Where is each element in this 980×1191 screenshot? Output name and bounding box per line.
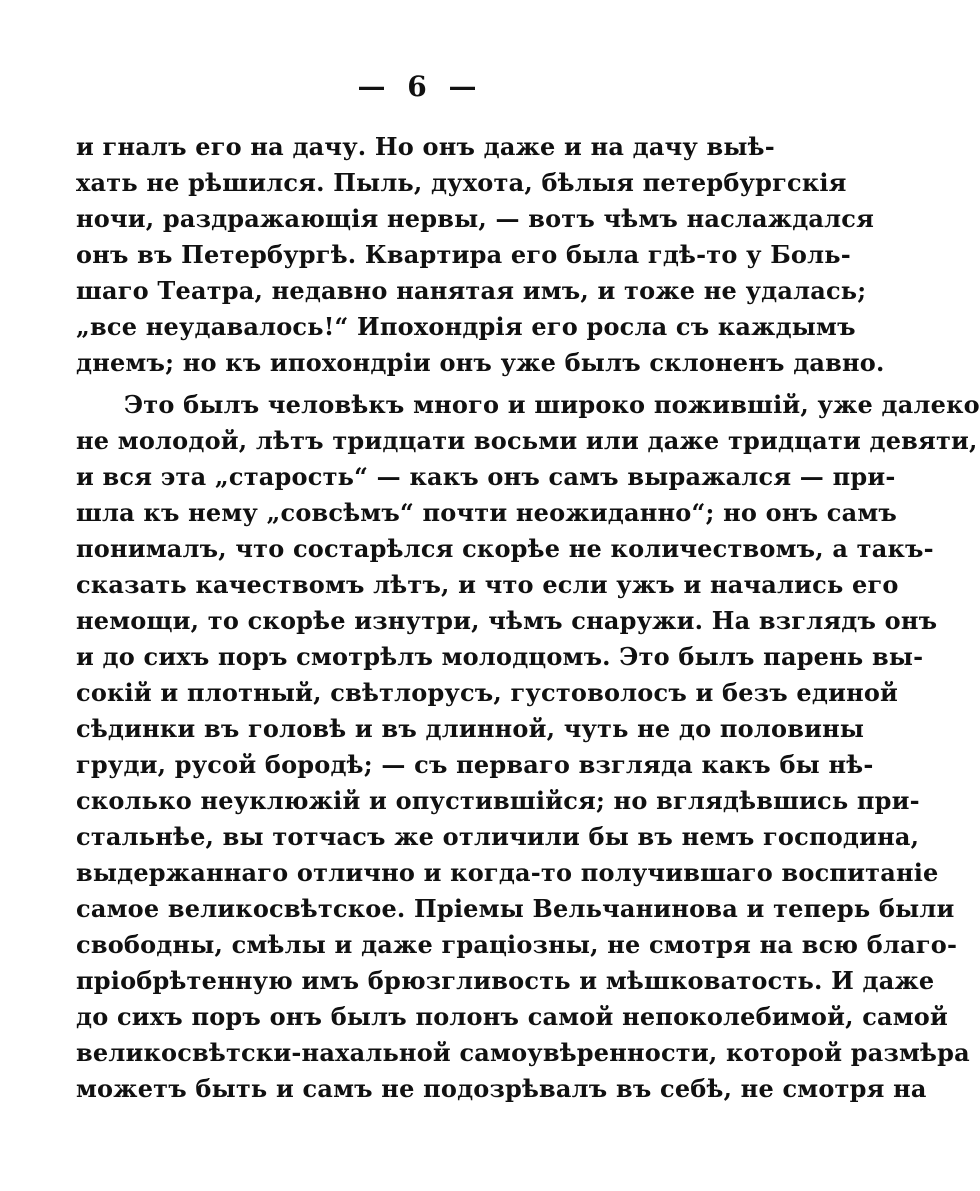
text-line: понималъ, что состарѣлся скорѣе не количествомъ, а такъ-	[76, 534, 934, 563]
text-line: Это былъ человѣкъ много и широко пожившій, уже далеко	[124, 390, 980, 419]
text-line: пріобрѣтенную имъ брюзгливость и мѣшковатость. И даже	[76, 966, 935, 995]
text-line: груди, русой бородѣ; — съ перваго взгляда какъ бы нѣ-	[76, 750, 874, 779]
text-line: хать не рѣшился. Пыль, духота, бѣлыя петербургскія	[76, 168, 847, 197]
text-line: „все неудавалось!“ Ипохондрія его росла съ каждымъ	[76, 312, 856, 341]
text-line: ночи, раздражающія нервы, — вотъ чѣмъ наслаждался	[76, 204, 875, 233]
text-line: сколько неуклюжій и опустившійся; но вглядѣвшись при-	[76, 786, 920, 815]
text-line: можетъ быть и самъ не подозрѣвалъ въ себѣ, не смотря на	[76, 1074, 927, 1103]
text-line: выдержаннаго отлично и когда-то получившаго воспитаніе	[76, 858, 939, 887]
text-line: шла къ нему „совсѣмъ“ почти неожиданно“; но онъ самъ	[76, 498, 897, 527]
text-line: и гналъ его на дачу. Но онъ даже и на дачу выѣ-	[76, 132, 775, 161]
text-line: сокій и плотный, свѣтлорусъ, густоволосъ и безъ единой	[76, 678, 899, 707]
text-line: сѣдинки въ головѣ и въ длинной, чуть не до половины	[76, 714, 865, 743]
text-line: свободны, смѣлы и даже граціозны, не смотря на всю благо-	[76, 930, 958, 959]
text-line: до сихъ поръ онъ былъ полонъ самой непоколебимой, самой	[76, 1002, 949, 1031]
text-line: и до сихъ поръ смотрѣлъ молодцомъ. Это былъ парень вы-	[76, 642, 924, 671]
text-line: великосвѣтски-нахальной самоувѣренности, которой размѣра	[76, 1038, 970, 1067]
text-line: стальнѣе, вы тотчасъ же отличили бы въ немъ господина,	[76, 822, 920, 851]
text-line: немощи, то скорѣе изнутри, чѣмъ снаружи. На взглядъ онъ	[76, 606, 938, 635]
text-line: не молодой, лѣтъ тридцати восьми или даже тридцати девяти,	[76, 426, 978, 455]
text-line: шаго Театра, недавно нанятая имъ, и тоже не удалась;	[76, 276, 867, 305]
text-line: и вся эта „старость“ — какъ онъ самъ выражался — при-	[76, 462, 896, 491]
text-line: днемъ; но къ ипохондріи онъ уже былъ склоненъ давно.	[76, 348, 885, 377]
page-number: — 6 —	[357, 70, 483, 103]
text-line: самое великосвѣтское. Пріемы Вельчанинова и теперь были	[76, 894, 955, 923]
text-line: онъ въ Петербургѣ. Квартира его была гдѣ-то у Боль-	[76, 240, 851, 269]
text-line: сказать качествомъ лѣтъ, и что если ужъ и начались его	[76, 570, 899, 599]
